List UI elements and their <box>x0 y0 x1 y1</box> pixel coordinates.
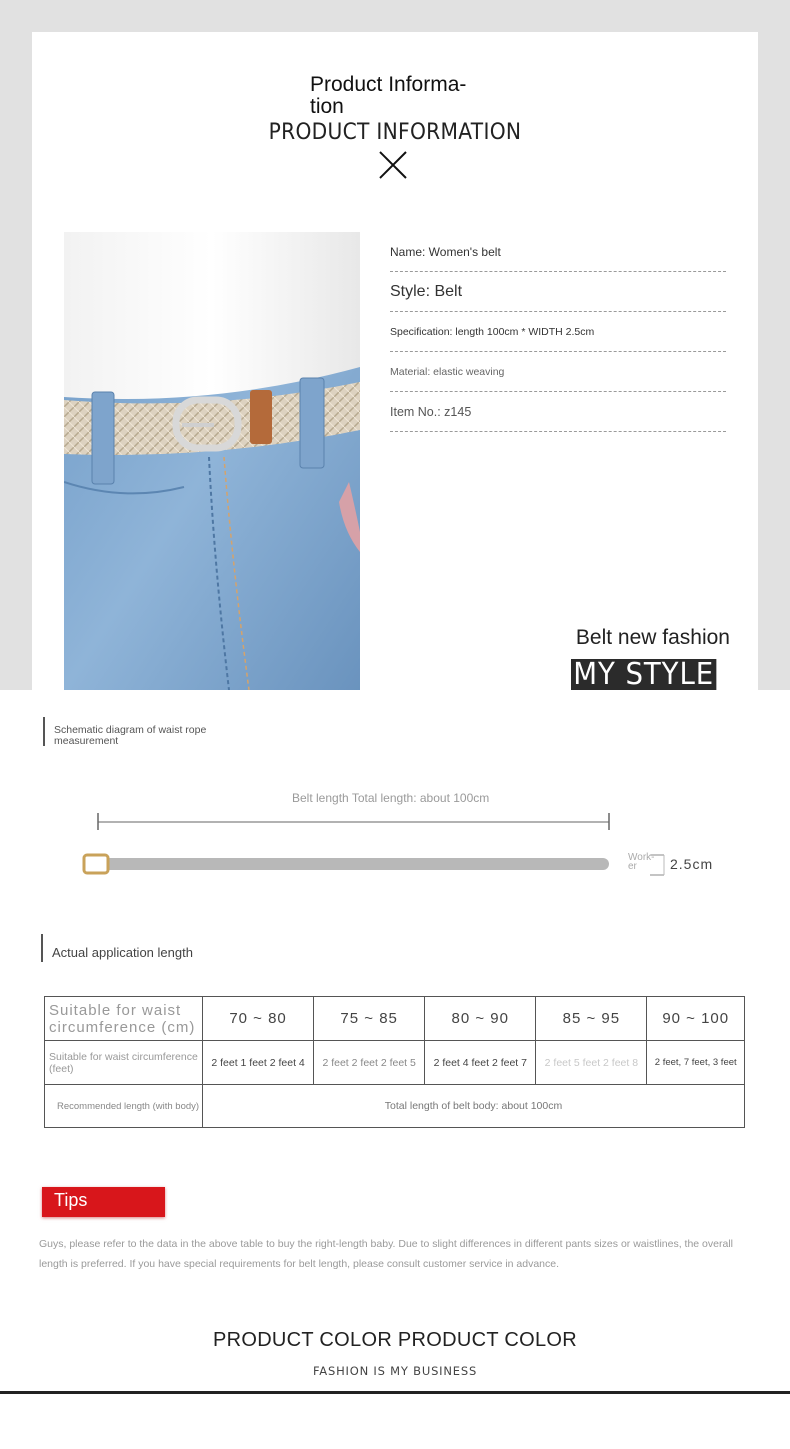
product-photo <box>64 232 360 690</box>
cell-cm: 90 ~ 100 <box>647 997 745 1041</box>
product-color-subtitle: FASHION IS MY BUSINESS <box>312 1364 478 1378</box>
spec-item-no-text: Item No.: z145 <box>390 404 472 419</box>
cell-recommended: Total length of belt body: about 100cm <box>203 1085 745 1128</box>
cell-feet: 2 feet 5 feet 2 feet 8 <box>536 1041 647 1085</box>
close-x-icon <box>378 150 408 180</box>
schematic-label: Schematic diagram of waist rope measurement <box>43 717 243 746</box>
cell-cm: 75 ~ 85 <box>314 997 425 1041</box>
belt-strap-shape <box>104 858 609 870</box>
spec-item-no <box>390 392 726 432</box>
belt-diagram-graphic <box>0 780 790 900</box>
cell-feet: 2 feet 1 feet 2 feet 4 <box>203 1041 314 1085</box>
product-color-title: PRODUCT COLOR PRODUCT COLOR <box>212 1329 578 1351</box>
cell-feet: 2 feet 2 feet 2 feet 5 <box>314 1041 425 1085</box>
table-row <box>45 1085 745 1128</box>
row-head-feet: Suitable for waist circumference (feet) <box>45 1041 203 1085</box>
table-row <box>45 997 745 1041</box>
table-row <box>45 1041 745 1085</box>
cell-feet: 2 feet 4 feet 2 feet 7 <box>425 1041 536 1085</box>
row-head-recommended: Recommended length (with body) <box>45 1085 203 1128</box>
width-label: Work-er <box>628 852 655 872</box>
belt-diagram <box>0 780 790 900</box>
size-table <box>44 996 745 1128</box>
cell-cm: 85 ~ 95 <box>536 997 647 1041</box>
bottom-divider <box>0 1391 790 1394</box>
cell-cm: 80 ~ 90 <box>425 997 536 1041</box>
spec-specification-text: Specification: length 100cm * WIDTH 2.5cm <box>390 325 595 338</box>
cell-cm: 70 ~ 80 <box>203 997 314 1041</box>
slogan-line: Belt new fashion <box>575 626 730 649</box>
width-value: 2.5cm <box>670 856 714 872</box>
spec-material-text: Material: elastic weaving <box>390 365 505 378</box>
belt-buckle-shape <box>84 855 108 873</box>
tips-badge: Tips <box>42 1187 165 1217</box>
row-head-cm: Suitable for waist circumference (cm) <box>45 997 203 1041</box>
spec-name-text: Name: Women's belt <box>390 244 501 259</box>
section-title-en: PRODUCT INFORMATION <box>268 120 522 145</box>
belt-length-text: Belt length Total length: about 100cm <box>292 791 490 805</box>
tips-text: Guys, please refer to the data in the above table to buy the right-length baby. Due to slight differences in different pants sizes or waistlines, the overall length is preferred. If you have special requirements for belt length, please consult customer service in advance. <box>39 1238 733 1270</box>
section-title-cn: Product Informa-tion <box>310 73 467 118</box>
spec-style-text: Style: Belt <box>390 282 463 300</box>
spec-style <box>390 272 726 312</box>
actual-length-label: Actual application length <box>41 934 193 962</box>
spec-specification <box>390 312 726 352</box>
spec-list <box>390 232 726 432</box>
spec-name <box>390 232 726 272</box>
my-style-banner: MY STYLE <box>571 659 716 690</box>
cell-feet: 2 feet, 7 feet, 3 feet <box>647 1041 745 1085</box>
product-info-card <box>32 32 758 690</box>
spec-material <box>390 352 726 392</box>
